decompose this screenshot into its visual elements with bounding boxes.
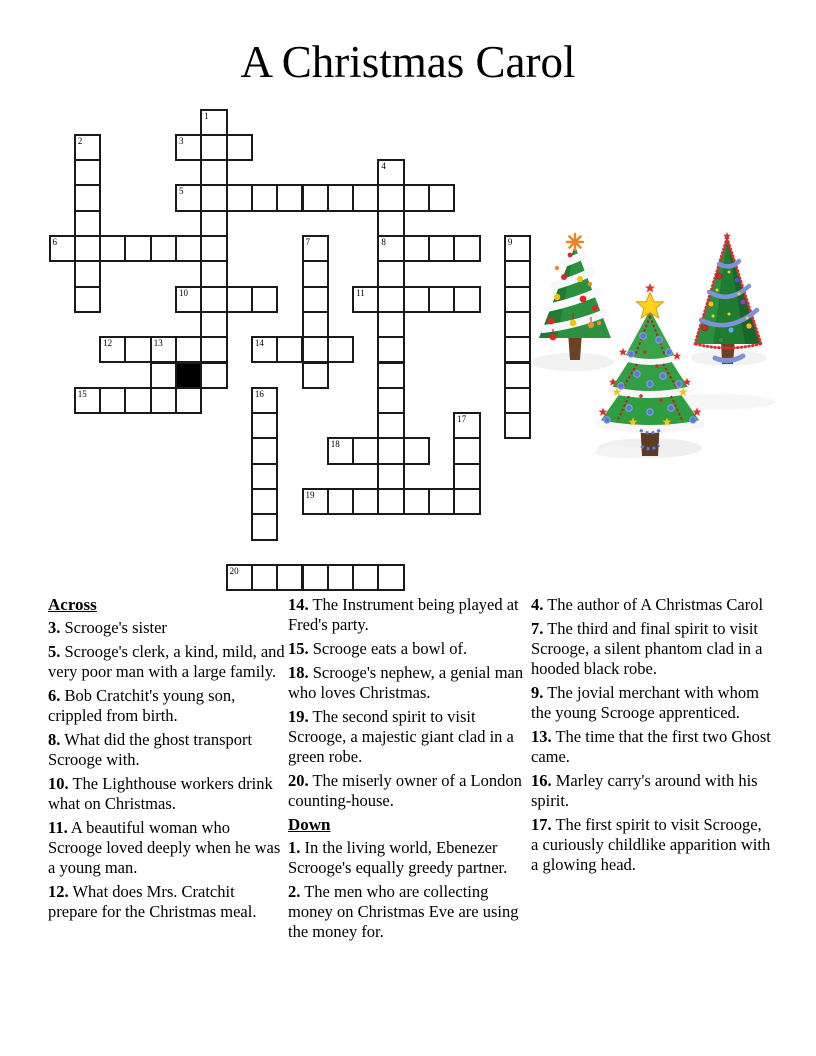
grid-cell[interactable]: [74, 184, 101, 211]
clue-number: 10.: [48, 774, 69, 793]
christmas-trees-illustration: [533, 224, 781, 459]
page-title: A Christmas Carol: [240, 37, 576, 87]
clue-across-10: 10. The Lighthouse workers drink what on Christmas.: [48, 774, 273, 813]
cell-number: 5: [179, 186, 184, 197]
grid-cell[interactable]: [403, 286, 430, 313]
grid-cell[interactable]: [377, 235, 404, 262]
clue-number: 7.: [531, 619, 544, 638]
cell-number: 2: [77, 135, 83, 146]
grid-cell[interactable]: [377, 286, 404, 313]
cell-number: 7: [305, 237, 310, 247]
grid-cell[interactable]: [99, 336, 126, 363]
clue-down-13: 13. The time that the first two Ghost came.: [531, 727, 771, 766]
grid-cell[interactable]: [377, 564, 404, 591]
cell-number: 18: [330, 439, 340, 450]
grid-cell[interactable]: [49, 235, 76, 262]
grid-cell[interactable]: [377, 260, 404, 287]
cell-number: 17: [457, 414, 467, 425]
grid-cell[interactable]: [150, 387, 177, 414]
grid-cell[interactable]: [150, 235, 177, 262]
cell-number: 9: [507, 237, 513, 247]
grid-cell[interactable]: [251, 564, 278, 591]
grid-cell[interactable]: [403, 184, 430, 211]
grid-cell[interactable]: [200, 210, 227, 237]
grid-cell[interactable]: [74, 210, 101, 237]
grid-cell[interactable]: [150, 362, 177, 389]
grid-cell[interactable]: [504, 362, 531, 389]
grid-cell[interactable]: [200, 235, 227, 262]
grid-cell[interactable]: [377, 184, 404, 211]
cell-number: 11: [356, 287, 365, 298]
clue-number: 20.: [288, 771, 309, 790]
clue-down-9: 9. The jovial merchant with whom the young Scrooge apprenticed.: [531, 683, 759, 722]
clue-across-11: 11. A beautiful woman who Scrooge loved deeply when he was a young man.: [48, 818, 281, 877]
grid-cell[interactable]: [251, 437, 278, 464]
clue-number: 6.: [48, 686, 61, 705]
clue-number: 12.: [48, 882, 69, 901]
clue-down-2: 2. The men who are collecting money on Christmas Eve are using the money for.: [288, 882, 519, 941]
clue-across-6: 6. Bob Cratchit's young son, crippled from birth.: [48, 686, 236, 725]
grid-cell[interactable]: [302, 362, 329, 389]
clue-down-7: 7. The third and final spirit to visit Scrooge, a silent phantom clad in a hooded black robe.: [531, 619, 763, 678]
clue-number: 13.: [531, 727, 552, 746]
grid-cell[interactable]: [327, 184, 354, 211]
clue-across-20: 20. The miserly owner of a London counting-house.: [288, 771, 522, 810]
grid-cell[interactable]: [504, 286, 531, 313]
grid-cell[interactable]: [504, 336, 531, 363]
grid-cell[interactable]: [124, 336, 151, 363]
grid-cell[interactable]: [276, 184, 303, 211]
grid-cell[interactable]: [175, 387, 202, 414]
grid-cell[interactable]: [428, 488, 455, 515]
grid-cell[interactable]: [251, 412, 278, 439]
grid-cell[interactable]: [403, 437, 430, 464]
clue-number: 16.: [531, 771, 552, 790]
grid-cell[interactable]: [302, 564, 329, 591]
grid-cell[interactable]: [453, 286, 480, 313]
grid-cell[interactable]: [302, 286, 329, 313]
clues-column-down: [531, 595, 771, 879]
grid-cell[interactable]: [453, 488, 480, 515]
grid-cell[interactable]: [276, 564, 303, 591]
clue-number: 4.: [531, 595, 544, 614]
grid-cell[interactable]: [150, 336, 177, 363]
grid-cell[interactable]: [302, 336, 329, 363]
grid-cell[interactable]: [226, 184, 253, 211]
grid-cell[interactable]: [453, 437, 480, 464]
grid-cell[interactable]: [377, 210, 404, 237]
grid-cell[interactable]: [377, 488, 404, 515]
grid-cell[interactable]: [74, 159, 101, 186]
clue-across-19: 19. The second spirit to visit Scrooge, a majestic giant clad in a green robe.: [288, 707, 514, 766]
clue-across-8: 8. What did the ghost transport Scrooge with.: [48, 730, 253, 769]
grid-cell[interactable]: [428, 286, 455, 313]
clue-down-16: 16. Marley carry's around with his spirit.: [531, 771, 758, 810]
cell-number: 8: [381, 237, 386, 247]
cell-number: 4: [381, 161, 386, 172]
grid-cell[interactable]: [200, 184, 227, 211]
grid-cell[interactable]: [74, 387, 101, 414]
grid-cell[interactable]: [226, 134, 253, 161]
grid-cell[interactable]: [200, 311, 227, 338]
grid-cell[interactable]: [175, 336, 202, 363]
grid-cell[interactable]: [200, 336, 227, 363]
clue-number: 11.: [48, 818, 68, 837]
grid-cell[interactable]: [453, 412, 480, 439]
grid-cell[interactable]: [302, 184, 329, 211]
clue-across-14: 14. The Instrument being played at Fred's party.: [288, 595, 519, 634]
cell-number: 14: [254, 338, 264, 349]
grid-cell[interactable]: [352, 184, 379, 211]
grid-cell[interactable]: [251, 184, 278, 211]
grid-cell[interactable]: [200, 286, 227, 313]
grid-cell[interactable]: [453, 463, 480, 490]
cell-number: 6: [52, 237, 57, 247]
clue-down-1: 1. In the living world, Ebenezer Scrooge's equally greedy partner.: [288, 838, 508, 877]
grid-cell[interactable]: [302, 260, 329, 287]
grid-cell[interactable]: [377, 387, 404, 414]
grid-cell[interactable]: [251, 387, 278, 414]
grid-cell[interactable]: [377, 412, 404, 439]
grid-cell[interactable]: [175, 235, 202, 262]
grid-cell[interactable]: [377, 311, 404, 338]
grid-cell[interactable]: [251, 488, 278, 515]
cell-number: 12: [103, 338, 113, 349]
cell-number: 10: [179, 287, 188, 298]
clue-number: 17.: [531, 815, 552, 834]
clue-number: 3.: [48, 618, 61, 637]
grid-cell[interactable]: [428, 235, 455, 262]
grid-cell[interactable]: [352, 564, 379, 591]
clue-number: 8.: [48, 730, 61, 749]
grid-cell[interactable]: [327, 437, 354, 464]
grid-cell[interactable]: [226, 286, 253, 313]
grid-cell[interactable]: [200, 159, 227, 186]
grid-cell[interactable]: [504, 260, 531, 287]
across-header: Across: [48, 595, 97, 614]
black-cell: [175, 362, 202, 389]
cell-number: 3: [179, 135, 184, 146]
grid-cell[interactable]: [175, 184, 202, 211]
down-header: Down: [288, 815, 331, 834]
grid-cell[interactable]: [352, 488, 379, 515]
clue-number: 15.: [288, 639, 309, 658]
clue-number: 2.: [288, 882, 301, 901]
clues-column-middle: [288, 595, 528, 946]
grid-cell[interactable]: [74, 286, 101, 313]
clue-across-15: 15. Scrooge eats a bowl of.: [288, 639, 468, 658]
grid-cell[interactable]: [175, 134, 202, 161]
clue-number: 18.: [288, 663, 309, 682]
christmas-tree-middle: [597, 283, 703, 456]
clue-across-3: 3. Scrooge's sister: [48, 618, 167, 637]
grid-cell[interactable]: [175, 286, 202, 313]
grid-cell[interactable]: [377, 159, 404, 186]
christmas-tree-right: [695, 232, 761, 364]
grid-cell[interactable]: [377, 463, 404, 490]
clue-across-12: 12. What does Mrs. Cratchit prepare for the Christmas meal.: [48, 882, 257, 921]
grid-cell[interactable]: [403, 235, 430, 262]
grid-cell[interactable]: [99, 387, 126, 414]
grid-cell[interactable]: [504, 387, 531, 414]
cell-number: 20: [229, 565, 239, 576]
christmas-tree-left: [539, 234, 611, 360]
cell-number: 15: [77, 388, 87, 399]
grid-cell[interactable]: [377, 362, 404, 389]
grid-cell[interactable]: [302, 235, 329, 262]
grid-cell[interactable]: [124, 235, 151, 262]
grid-cell[interactable]: [74, 235, 101, 262]
grid-cell[interactable]: [302, 488, 329, 515]
grid-cell[interactable]: [403, 488, 430, 515]
grid-cell[interactable]: [327, 336, 354, 363]
clue-number: 14.: [288, 595, 309, 614]
grid-cell[interactable]: [251, 336, 278, 363]
grid-cell[interactable]: [74, 260, 101, 287]
clue-across-18: 18. Scrooge's nephew, a genial man who loves Christmas.: [288, 663, 524, 702]
clues-column-across: [48, 595, 288, 926]
grid-cell[interactable]: [327, 564, 354, 591]
grid-cell[interactable]: [453, 235, 480, 262]
clue-down-17: 17. The first spirit to visit Scrooge, a curiously childlike apparition with a glowing head.: [531, 815, 771, 874]
cell-number: 1: [204, 110, 209, 121]
grid-cell[interactable]: [251, 513, 278, 540]
grid-cell[interactable]: [99, 235, 126, 262]
grid-cell[interactable]: [200, 134, 227, 161]
clue-down-4: 4. The author of A Christmas Carol: [531, 595, 764, 614]
grid-cell[interactable]: [74, 134, 101, 161]
cell-number: 19: [305, 490, 315, 500]
clue-number: 5.: [48, 642, 61, 661]
cell-number: 13: [153, 338, 163, 349]
grid-cell[interactable]: [251, 463, 278, 490]
grid-cell[interactable]: [200, 109, 227, 136]
clue-number: 1.: [288, 838, 301, 857]
grid-cell[interactable]: [226, 564, 253, 591]
grid-cell[interactable]: [327, 488, 354, 515]
clue-number: 9.: [531, 683, 544, 702]
grid-cell[interactable]: [302, 311, 329, 338]
grid-cell[interactable]: [200, 362, 227, 389]
grid-cell[interactable]: [504, 311, 531, 338]
grid-cell[interactable]: [276, 336, 303, 363]
grid-cell[interactable]: [377, 437, 404, 464]
grid-cell[interactable]: [251, 286, 278, 313]
grid-cell[interactable]: [200, 260, 227, 287]
grid-cell[interactable]: [124, 387, 151, 414]
grid-cell[interactable]: [377, 336, 404, 363]
grid-cell[interactable]: [352, 437, 379, 464]
cell-number: 16: [254, 388, 264, 399]
clue-across-5: 5. Scrooge's clerk, a kind, mild, and very poor man with a large family.: [48, 642, 285, 681]
grid-cell[interactable]: [352, 286, 379, 313]
clue-number: 19.: [288, 707, 309, 726]
grid-cell[interactable]: [428, 184, 455, 211]
grid-cell[interactable]: [504, 235, 531, 262]
grid-cell[interactable]: [504, 412, 531, 439]
